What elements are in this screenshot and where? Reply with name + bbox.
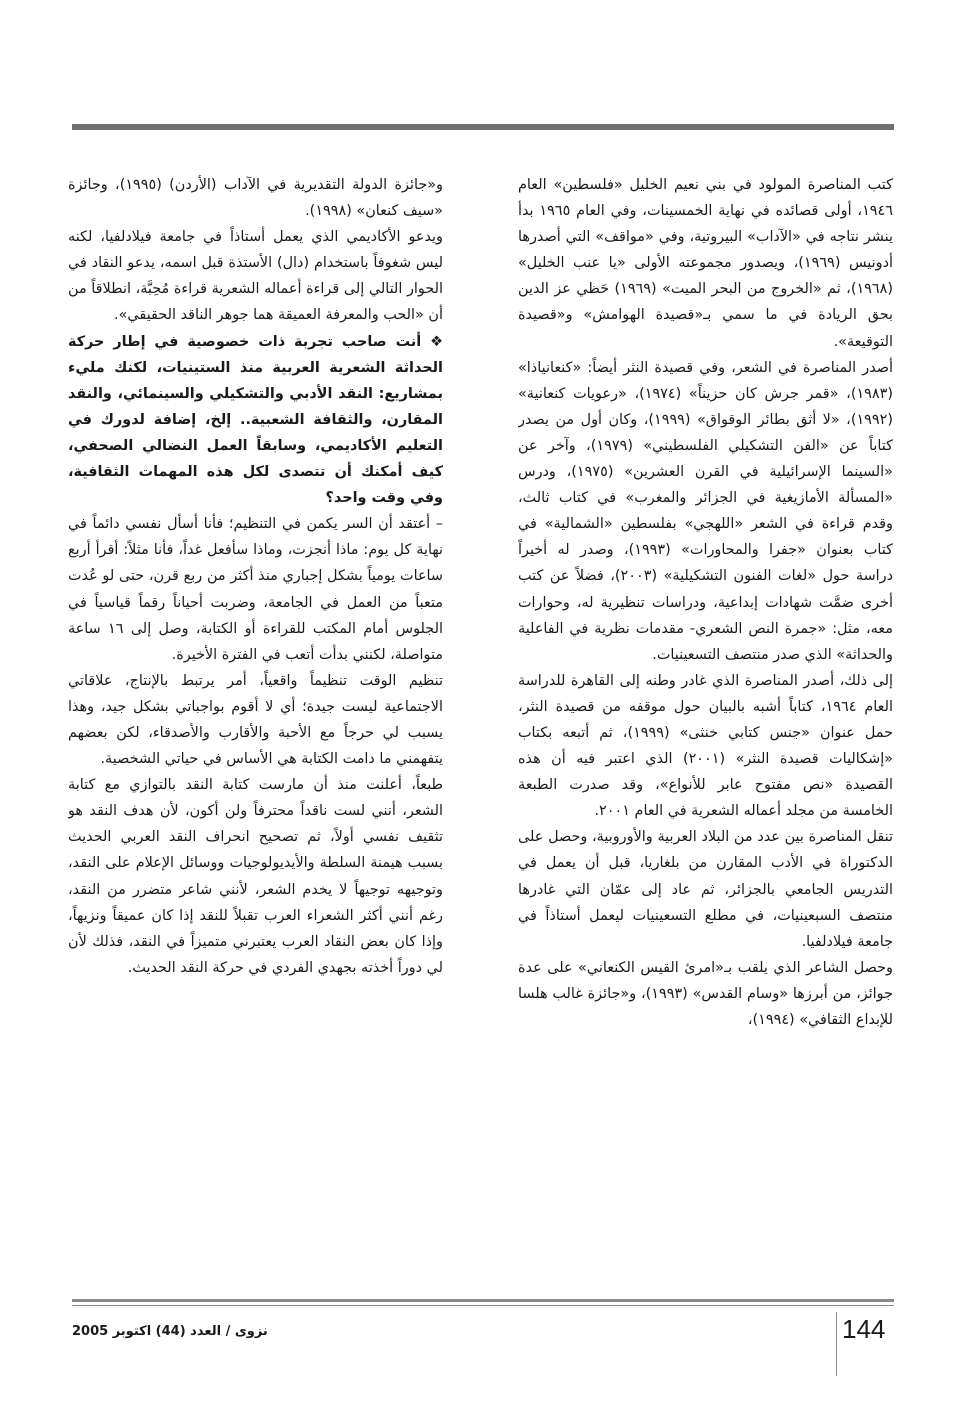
paragraph-publications: أصدر المناصرة في الشعر، وفي قصيدة النثر أيضاً: «كنعانياذا» (١٩٨٣)، «قمر جرش كان حزيناً» (١٩٧٤)، «رعويات كنعانية» (١٩٩٢)، «لا أثق بطائر الوقواق» (١٩٩٩)، وكان أول من يصدر كتاباً عن «الفن التشكيلي الفلسطيني» (١٩٧٩)، وآخر عن «السينما الإسرائيلية في القرن العشرين» (١٩٧٥)، ودرس «المسألة الأمازيغية في الجزائر والمغرب» في كتاب ثالث، وقدم قراءة في الشعر «اللهجي» بفلسطين «الشمالية» في كتاب بعنوان «جفرا والمحاورات» (١٩٩٣)، وصدر له أخيراً دراسة حول «لغات الفنون التشكيلية» (٢٠٠٣)، فضلاً عن كتب أخرى ضمَّت شهادات إبداعية، ودراسات تنظيرية له، وحوارات معه، مثل: «جمرة النص الشعري- مقدمات نظرية في الفاعلية والحداثة» الذي صدر منتصف التسعينيات. [518,359,893,663]
issue-info: نزوى / العدد (44) اكتوبر 2005 [72,1324,268,1339]
interview-answer: – أعتقد أن السر يكمن في التنظيم؛ فأنا أسأل نفسي دائماً في نهاية كل يوم: ماذا أنجزت، وماذا سأفعل غداً، فأنا مثلاً: أقرأ أربع ساعات يومياً بشكل إجباري منذ أكثر من ربع قرن، حتى لو عُدت متعباً من العمل في الجامعة، وضربت أحياناً رقماً قياسياً في الجلوس أمام المكتب للقراءة أو الكتابة، وصل إلى ١٦ ساعة متواصلة، لكنني بدأت أتعب في الفترة الأخيرة. [68,516,443,663]
interview-question: ❖ أنت صاحب تجربة ذات خصوصية في إطار حركة الحداثة الشعرية العربية منذ الستينيات، لكنك مليء بمشاريع: النقد الأدبي والتشكيلي والسينمائي، والنقد المقارن، والثقافة الشعبية.. إلخ، إضافة لدورك في التعليم الأكاديمي، وسابقاً العمل النضالي الصحفي، كيف أمكنك أن تتصدى لكل هذه المهمات الثقافية، وفي وقت واحد؟ [68,333,443,507]
paragraph-time-management: تنظيم الوقت تنظيماً واقعياً، أمر يرتبط بالإنتاج، علاقاتي الاجتماعية ليست جيدة؛ أي لا أقوم بواجباتي بشكل جيد، وهذا يسبب لي حرجاً مع الأحبة والأقارب والأصدقاء، لكن بعضهم يتفهمني ما دامت الكتابة هي الأساس في حياتي الشخصية. [68,672,443,768]
paragraph-awards-continued: و«جائزة الدولة التقديرية في الآداب (الأردن) (١٩٩٥)، وجائزة «سيف كنعان» (١٩٩٨). [68,177,443,220]
paragraph-criticism: طبعاً، أعلنت منذ أن مارست كتابة النقد بالتوازي مع كتابة الشعر، أنني لست ناقداً محترفاً ولن أكون، لأن هدف النقد هو تثقيف نفسي أولاً، ثم تصحيح انحراف النقد العربي الحديث بسبب هيمنة السلطة والأيديولوجيات ووسائل الإعلام على النقد، وتوجيهه توجيهاً لا يخدم الشعر، لأنني شاعر متضرر من النقد، رغم أنني أكثر الشعراء العرب تقبلاً للنقد إذا كان عميقاً ونزيهاً، وإذا كان بعض النقاد العرب يعتبرني متميزاً في النقد، فذلك لأن لي دوراً أخذته بجهدي الفردي في حركة النقد الحديث. [68,777,443,976]
paragraph-interview-intro: ويدعو الأكاديمي الذي يعمل أستاذاً في جامعة فيلادلفيا، لكنه ليس شغوفاً باستخدام (دال) الأستذة قبل اسمه، يدعو النقاد في الحوار التالي إلى قراءة أعماله الشعرية قراءة مُحِبَّة، انطلاقاً من أن «الحب والمعرفة العميقة هما جوهر الناقد الحقيقي». [68,229,443,324]
page-number-divider [836,1312,837,1376]
footer-rule-thin [72,1305,894,1306]
paragraph-awards: وحصل الشاعر الذي يلقب بـ«امرئ القيس الكنعاني» على عدة جوائز، من أبرزها «وسام القدس» (١٩٩٣)، و«جائزة غالب هلسا للإبداع الثقافي» (١٩٩٤)، [518,959,893,1028]
header-rule [72,124,894,130]
article-column-left [68,172,443,1262]
paragraph-prose-poem: إلى ذلك، أصدر المناصرة الذي غادر وطنه إلى القاهرة للدراسة العام ١٩٦٤، كتاباً أشبه بالبيان حول موقفه من قصيدة النثر، حمل عنوان «جنس كتابي خنثى» (١٩٩٩)، ثم أتبعه بكتاب «إشكاليات قصيدة النثر» (٢٠٠١) الذي اعتبر فيه أن هذه القصيدة «نص مفتوح عابر للأنواع»، وقد صدرت الطبعة الخامسة من مجلد أعماله الشعرية في العام ٢٠٠١. [518,672,893,820]
article-column-right [518,172,893,1262]
paragraph-travels: تنقل المناصرة بين عدد من البلاد العربية والأوروبية، وحصل على الدكتوراة في الأدب المقارن من بلغاريا، قبل أن يعمل في التدريس الجامعي بالجزائر، ثم عاد إلى عمّان التي غادرها منتصف السبعينيات، في مطلع التسعينيات ليعمل أستاذاً في جامعة فيلادلفيا. [518,829,893,950]
paragraph-biography-intro: كتب المناصرة المولود في بني نعيم الخليل «فلسطين» العام ١٩٤٦، أولى قصائده في نهاية الخمسينات، وفي العام ١٩٦٥ بدأ ينشر نتاجه في «الآداب» البيروتية، وفي «مواقف» التي أصدرها أدونيس (١٩٦٩)، ويصدور مجموعته الأولى «يا عنب الخليل» (١٩٦٨)، ثم «الخروج من البحر الميت» (١٩٦٩) حَظي عز الدين بحق الريادة في ما سمي بـ«قصيدة الهوامش» و«قصيدة التوقيعة». [518,177,893,350]
page-number: 144 [842,1314,886,1344]
footer-rule [72,1299,894,1302]
